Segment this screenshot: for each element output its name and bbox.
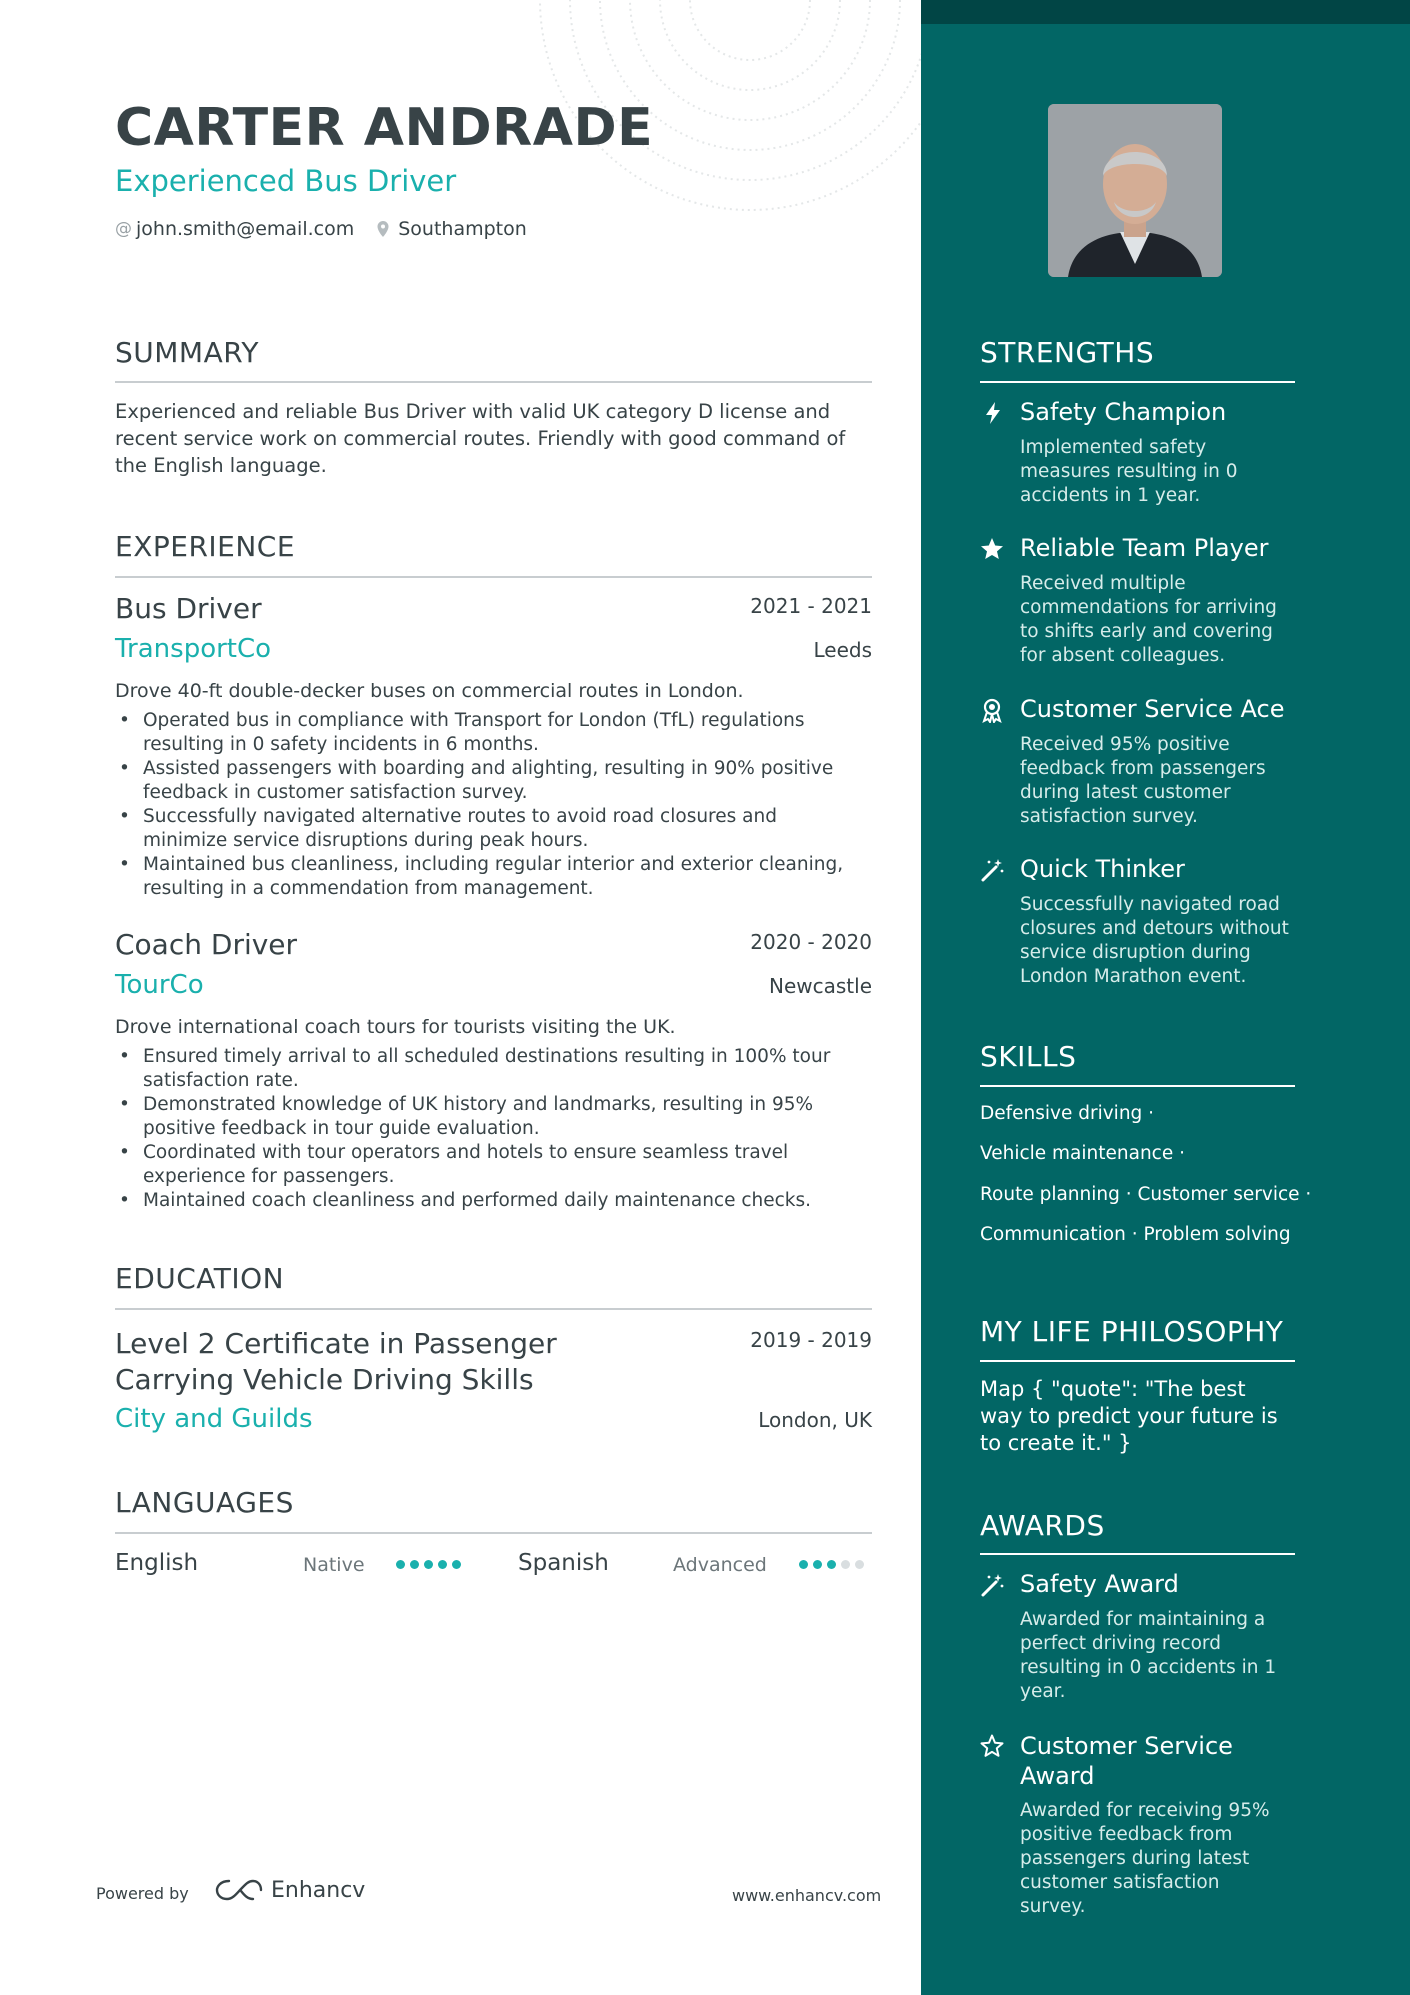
language-level: Advanced (673, 1554, 767, 1576)
strength-title: Safety Champion (1020, 398, 1227, 426)
dot-filled (410, 1560, 419, 1569)
job-title: Coach Driver (115, 928, 298, 961)
philosophy-rule (980, 1360, 1295, 1362)
dot-filled (396, 1560, 405, 1569)
contact-row (115, 218, 527, 240)
skills-title: SKILLS (980, 1040, 1077, 1073)
job-description: Drove international coach tours for tourists visiting the UK. (115, 1016, 676, 1038)
bullet-item: • Operated bus in compliance with Transport for London (TfL) regulations resulting in 0 safety incidents in 6 months. (115, 709, 855, 757)
language-level: Native (303, 1554, 365, 1576)
email[interactable]: john.smith@email.com (136, 218, 355, 240)
language-proficiency-dots (396, 1560, 461, 1569)
person-portrait-icon (1048, 104, 1222, 277)
strength-title: Quick Thinker (1020, 855, 1185, 883)
dot-filled (424, 1560, 433, 1569)
dot-filled (452, 1560, 461, 1569)
job-location: Leeds (813, 638, 872, 662)
dot-filled (827, 1560, 836, 1569)
magic-wand-icon (979, 1572, 1005, 1598)
bullet-item: • Maintained bus cleanliness, including regular interior and exterior cleaning, resulting in a commendation from management. (115, 853, 855, 901)
strength-description: Implemented safety measures resulting in 0 accidents in 1 year. (1020, 437, 1238, 506)
strength-description: Received multiple commendations for arriving to shifts early and covering for absent colleagues. (1020, 573, 1277, 666)
language-name: Spanish (518, 1550, 609, 1576)
bullet-item: • Maintained coach cleanliness and performed daily maintenance checks. (115, 1189, 855, 1213)
star-outline-icon (979, 1733, 1005, 1759)
strength-title: Customer Service Ace (1020, 695, 1285, 723)
job-description: Drove 40-ft double-decker buses on commercial routes in London. (115, 680, 744, 702)
degree-line-1: Level 2 Certificate in Passenger (115, 1327, 557, 1360)
language-proficiency-dots (799, 1560, 864, 1569)
school-name: City and Guilds (115, 1404, 313, 1434)
dot-empty (855, 1560, 864, 1569)
strengths-title: STRENGTHS (980, 336, 1155, 369)
degree-title (115, 1326, 557, 1398)
bullet-item: • Demonstrated knowledge of UK history and landmarks, resulting in 95% positive feedback in tour guide evaluation. (115, 1093, 855, 1141)
strengths-rule (980, 381, 1295, 383)
job-title: Bus Driver (115, 592, 262, 625)
summary-text: Experienced and reliable Bus Driver with valid UK category D license and recent service work on commercial routes. Friendly with good command of the English language. (115, 400, 846, 477)
experience-rule (115, 576, 872, 578)
awards-rule (980, 1553, 1295, 1555)
awards-title: AWARDS (980, 1509, 1105, 1542)
job-company: TransportCo (115, 634, 272, 664)
enhancv-logo-icon (215, 1877, 263, 1903)
summary-rule (115, 381, 872, 383)
bullet-item: • Coordinated with tour operators and hotels to ensure seamless travel experience for passengers. (115, 1141, 855, 1189)
job-bullets (115, 1045, 855, 1213)
job-bullets (115, 709, 855, 901)
skills-rule (980, 1085, 1295, 1087)
location: Southampton (398, 218, 527, 240)
strength-description: Successfully navigated road closures and detours without service disruption during London Marathon event. (1020, 894, 1289, 987)
enhancv-brand: Enhancv (271, 1877, 366, 1903)
languages-rule (115, 1532, 872, 1534)
enhancv-logo[interactable] (215, 1877, 365, 1903)
dot-filled (438, 1560, 447, 1569)
skill-line: Defensive driving · (980, 1103, 1155, 1124)
profile-photo (1048, 104, 1222, 277)
job-dates: 2020 - 2020 (750, 930, 872, 954)
job-dates: 2021 - 2021 (750, 594, 872, 618)
bullet-item: • Successfully navigated alternative routes to avoid road closures and minimize service disruptions during peak hours. (115, 805, 855, 853)
award-description: Awarded for maintaining a perfect driving record resulting in 0 accidents in 1 year. (1020, 1609, 1277, 1702)
skill-line: Vehicle maintenance · (980, 1143, 1185, 1164)
skill-line: Route planning · Customer service · (980, 1184, 1312, 1205)
dot-filled (799, 1560, 808, 1569)
magic-wand-icon (979, 857, 1005, 883)
dot-filled (813, 1560, 822, 1569)
school-location: London, UK (758, 1408, 872, 1432)
candidate-name: CARTER ANDRADE (115, 98, 654, 158)
medal-icon (979, 697, 1005, 723)
award-title: Customer Service Award (1020, 1732, 1233, 1790)
candidate-role: Experienced Bus Driver (115, 164, 457, 198)
lightning-icon (980, 400, 1006, 426)
philosophy-quote: Map { "quote": "The best way to predict your future is to create it." } (980, 1377, 1278, 1455)
language-name: English (115, 1550, 199, 1576)
education-rule (115, 1308, 872, 1310)
enhancv-url[interactable]: www.enhancv.com (732, 1886, 882, 1905)
languages-title: LANGUAGES (115, 1486, 294, 1519)
philosophy-title: MY LIFE PHILOSOPHY (980, 1315, 1284, 1348)
award-title: Safety Award (1020, 1570, 1179, 1598)
powered-by-label: Powered by (96, 1884, 189, 1903)
sidebar-top-bar (921, 0, 1410, 24)
award-description: Awarded for receiving 95% positive feedback from passengers during latest customer satisfaction survey. (1020, 1800, 1270, 1917)
dot-empty (841, 1560, 850, 1569)
location-pin-icon (376, 220, 390, 238)
education-title: EDUCATION (115, 1262, 285, 1295)
strength-description: Received 95% positive feedback from passengers during latest customer satisfaction survey. (1020, 734, 1266, 827)
at-icon: @ (115, 219, 132, 239)
star-icon (979, 536, 1005, 562)
bullet-item: • Ensured timely arrival to all scheduled destinations resulting in 100% tour satisfaction rate. (115, 1045, 855, 1093)
skill-line: Communication · Problem solving (980, 1224, 1291, 1245)
education-dates: 2019 - 2019 (750, 1328, 872, 1352)
strength-title: Reliable Team Player (1020, 534, 1269, 562)
bullet-item: • Assisted passengers with boarding and alighting, resulting in 90% positive feedback in customer satisfaction survey. (115, 757, 855, 805)
degree-line-2: Carrying Vehicle Driving Skills (115, 1363, 534, 1396)
job-company: TourCo (115, 970, 204, 1000)
job-location: Newcastle (769, 974, 872, 998)
summary-title: SUMMARY (115, 336, 260, 369)
experience-title: EXPERIENCE (115, 530, 296, 563)
